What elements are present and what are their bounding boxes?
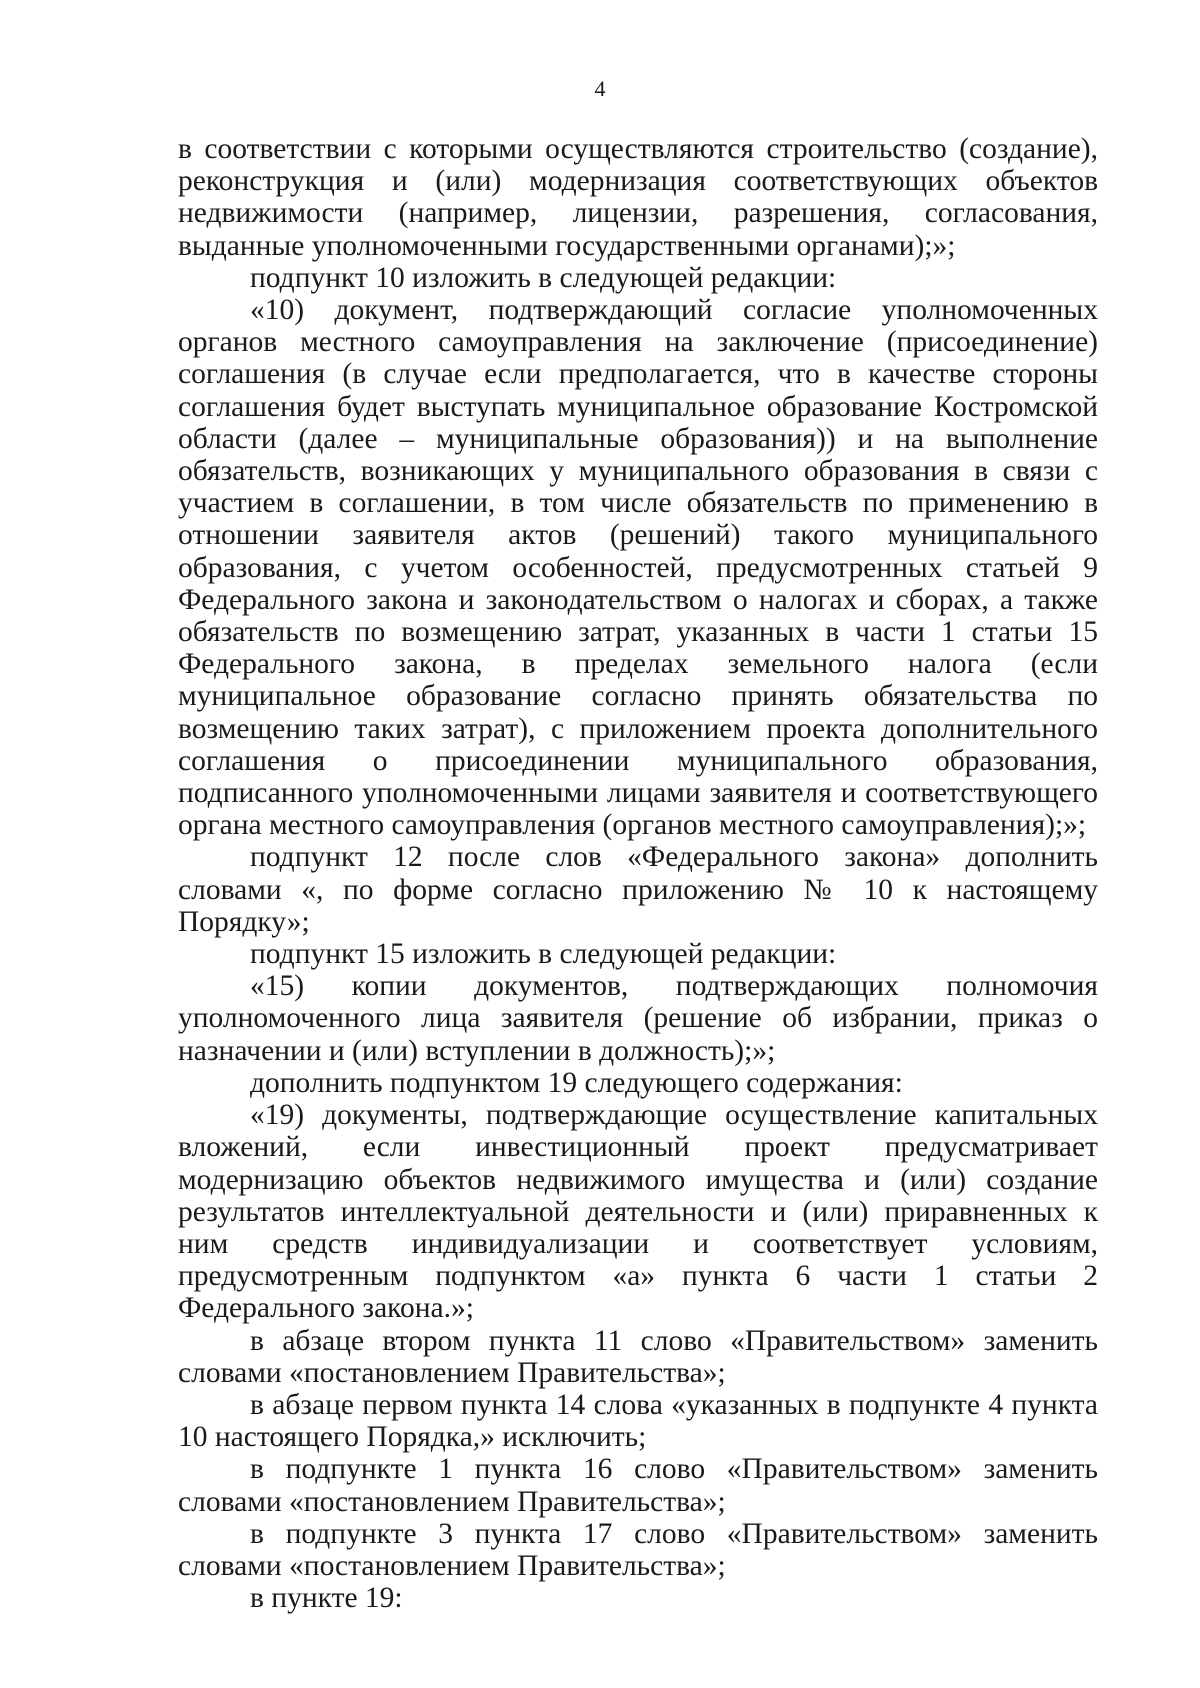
paragraph: в подпункте 3 пункта 17 слово «Правительством» заменить словами «постановлением Правительства»; (178, 1517, 1098, 1582)
paragraph: в подпункте 1 пункта 16 слово «Правительством» заменить словами «постановлением Правительства»; (178, 1453, 1098, 1518)
paragraph: подпункт 15 изложить в следующей редакции: (250, 938, 837, 971)
paragraph: в пункте 19: (250, 1582, 403, 1615)
document-body (178, 133, 1098, 1614)
paragraph: «15) копии документов, подтверждающих полномочия уполномоченного лица заявителя (решение об избрании, приказ о назначении и (или) вступлении в должность);»; (178, 970, 1098, 1067)
paragraph: подпункт 10 изложить в следующей редакции: (250, 261, 837, 294)
paragraph: в абзаце втором пункта 11 слово «Правительством» заменить словами «постановлением Правительства»; (178, 1324, 1098, 1389)
paragraph: «10) документ, подтверждающий согласие уполномоченных органов местного самоуправления на заключение (присоединение) соглашения (в случае если предполагается, что в качестве стороны соглашения будет выступать муниципальное образование Костромской области (далее – муниципальные образования)) и на выполнение обязательств, возникающих у муниципального образования в связи с участием в соглашении, в том числе обязательств по применению в отношении заявителя актов (решений) такого муниципального образования, с учетом особенностей, предусмотренных статьей 9 Федерального закона и законодательством о налогах и сборах, а также обязательств по возмещению затрат, указанных в части 1 статьи 15 Федерального закона, в пределах земельного налога (если муниципальное образование согласно принять обязательства по возмещению таких затрат), с приложением проекта дополнительного соглашения о присоединении муниципального образования, подписанного уполномоченными лицами заявителя и соответствующего органа местного самоуправления (органов местного самоуправления);»; (178, 294, 1098, 842)
paragraph-continuation: в соответствии с которыми осуществляются строительство (создание), реконструкция и (или) модернизация соответствующих объектов недвижимости (например, лицензии, разрешения, согласования, выданные уполномоченными государственными органами);»; (178, 133, 1098, 262)
page-number: 4 (594, 76, 606, 101)
paragraph: в абзаце первом пункта 14 слова «указанных в подпункте 4 пункта 10 настоящего Порядка,» исключить; (178, 1388, 1098, 1454)
paragraph: дополнить подпунктом 19 следующего содержания: (250, 1066, 903, 1099)
paragraph: «19) документы, подтверждающие осуществление капитальных вложений, если инвестиционный проект предусматривает модернизацию объектов недвижимого имущества и (или) создание результатов интеллектуальной деятельности и (или) приравненных к ним средств индивидуализации и соответствует условиям, предусмотренным подпунктом «а» пункта 6 части 1 статьи 2 Федерального закона.»; (178, 1099, 1098, 1325)
paragraph: подпункт 12 после слов «Федерального закона» дополнить словами «, по форме согласно приложению № 10 к настоящему Порядку»; (178, 841, 1098, 938)
